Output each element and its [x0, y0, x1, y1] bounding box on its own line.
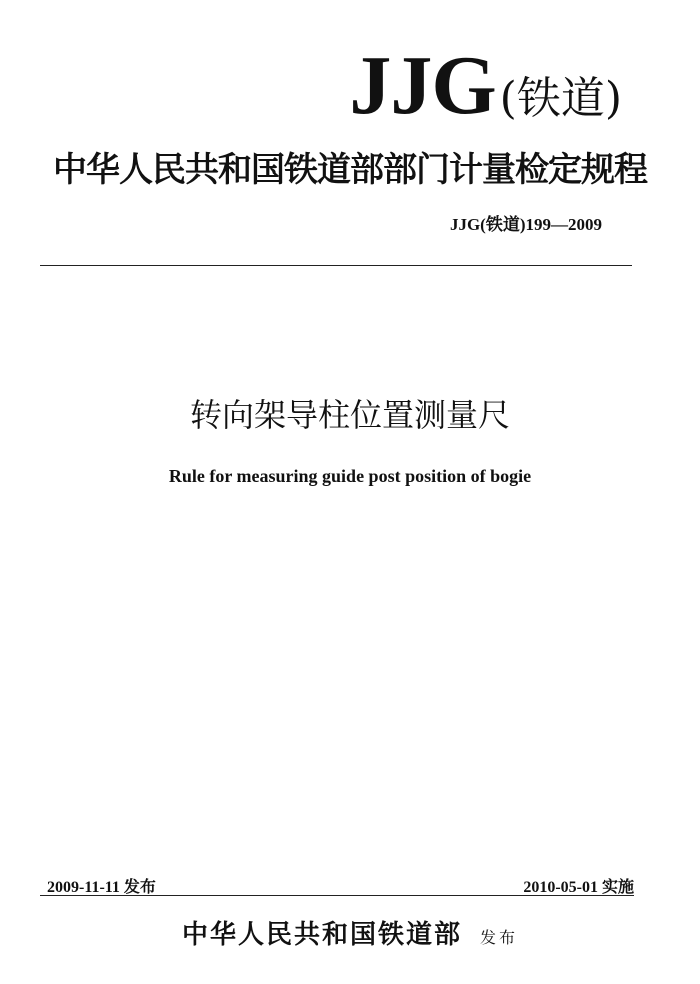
bottom-divider	[40, 895, 634, 896]
issue-date: 2009-11-11 发布	[47, 879, 156, 896]
implementation-date: 2010-05-01 实施	[523, 879, 634, 896]
document-title-chinese: 转向架导柱位置测量尺	[189, 396, 510, 434]
logo-suffix: (铁道)	[499, 73, 622, 124]
publish-label: 发布	[480, 928, 519, 947]
logo-jjg: JJG	[349, 39, 496, 132]
top-divider	[40, 265, 632, 266]
publisher-line	[0, 914, 700, 951]
standard-logo	[349, 39, 622, 132]
publisher-name: 中华人民共和国铁道部	[181, 920, 462, 950]
document-title-english: Rule for measuring guide post position of bogie	[168, 466, 532, 486]
standard-number: JJG(铁道)199—2009	[449, 215, 602, 234]
series-title: 中华人民共和国铁道部部门计量检定规程	[53, 150, 647, 190]
